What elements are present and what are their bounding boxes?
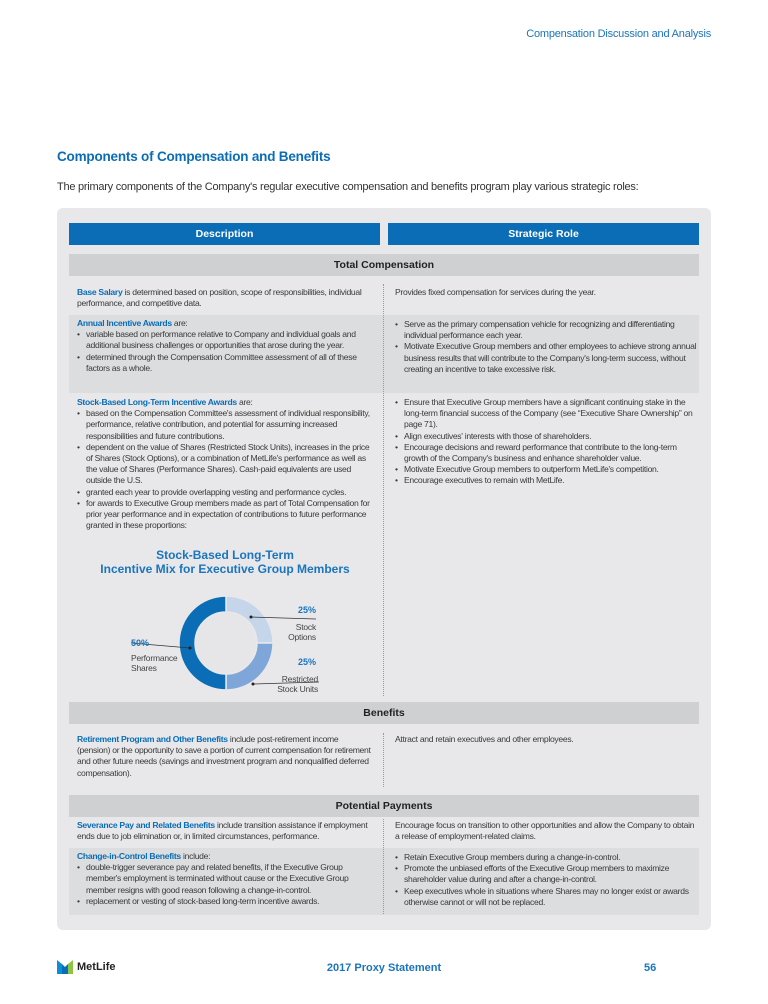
label-performance-shares: [131, 638, 149, 648]
bullet: • dependent on the value of Shares (Restricted Stock Units), increases in the price of Shares (Stock Options), or a combination of MetLife's performance as well as the value of Shares (Performance Shares). Cash-paid equivalents are used outside the U.S.: [77, 442, 377, 487]
row-lead: Base Salary: [77, 287, 123, 297]
legend-text: Shares: [131, 663, 157, 673]
role-text: Attract and retain executives and other employees.: [395, 734, 574, 744]
row-change-in-control: [69, 848, 699, 915]
chart-title-line: Stock-Based Long-Term: [156, 548, 294, 562]
bullet: • Keep executives whole in situations where Shares may no longer exist or awards otherwise cannot or will not be replaced.: [395, 886, 697, 908]
donut-hole: [196, 613, 256, 673]
row-text: are:: [236, 397, 253, 407]
legend-performance-shares: [131, 653, 177, 673]
footer-title: 2017 Proxy Statement: [326, 962, 442, 974]
row-text: include:: [180, 851, 211, 861]
chart-title: [69, 548, 381, 576]
row-base-salary: [69, 282, 699, 315]
role-text: Encourage focus on transition to other opportunities and allow the Company to obtain a release of employment-related claims.: [395, 820, 695, 842]
bullet: • replacement or vesting of stock-based long-term incentive awards.: [77, 896, 377, 907]
column-divider: [383, 733, 384, 787]
bullet: • determined through the Compensation Committee assessment of all of these factors as a whole.: [77, 352, 377, 374]
column-divider: [383, 819, 384, 914]
row-text: include transition assistance if employment ends due to job elimination or, in limited circumstances, performance.: [77, 820, 368, 842]
row-lead: Stock-Based Long-Term Incentive Awards: [77, 397, 237, 407]
row-lead: Severance Pay and Related Benefits: [77, 820, 215, 830]
row-text: include post-retirement income (pension) or the opportunity to save a portion of current compensation for retirement and other future needs (savings and investment program and nonqualified deferred compensation).: [77, 734, 371, 778]
bullet: • double-trigger severance pay and related benefits, if the Executive Group member's employment is terminated without cause or the Executive Group member resigns with good reason following a change-in-control.: [77, 862, 377, 896]
section-benefits: Benefits: [69, 702, 699, 724]
chart-title-line: Incentive Mix for Executive Group Members: [100, 562, 350, 576]
incentive-mix-donut-chart: [69, 585, 381, 700]
bullet: • granted each year to provide overlapping vesting and performance cycles.: [77, 487, 377, 498]
legend-text: Performance: [131, 653, 178, 663]
row-retirement: [69, 730, 699, 790]
row-severance: [69, 817, 699, 848]
bullet: • variable based on performance relative to Company and individual goals and additional business challenges or opportunities that arose during the year.: [77, 329, 377, 351]
legend-text: Stock: [295, 622, 316, 632]
running-header: Compensation Discussion and Analysis: [526, 28, 711, 40]
label-rsu: [298, 657, 316, 667]
bullet: • Encourage decisions and reward performance that contribute to the long-term growth of the Company's business and enhance shareholder value.: [395, 442, 697, 464]
legend-rsu: [258, 674, 318, 694]
bullet: • Encourage executives to remain with MetLife.: [395, 475, 697, 486]
bullet: • Align executives' interests with those of shareholders.: [395, 431, 697, 442]
row-lead: Retirement Program and Other Benefits: [77, 734, 228, 744]
bullet: • Motivate Executive Group members and other employees to achieve strong annual business results that will contribute to the Company's long-term success, without creating an incentive to take excessive risk.: [395, 341, 697, 375]
legend-text: Options: [288, 632, 316, 642]
legend-text: Restricted: [281, 674, 318, 684]
header-description: Description: [69, 223, 380, 245]
row-text: is determined based on position, scope of responsibilities, individual performance, and competitive data.: [77, 287, 362, 309]
bullet: • Serve as the primary compensation vehicle for recognizing and differentiating individual performance each year.: [395, 319, 697, 341]
leader-dot: [189, 647, 192, 650]
section-potential-payments: Potential Payments: [69, 795, 699, 817]
intro-text: The primary components of the Company's regular executive compensation and benefits program play various strategic roles:: [57, 181, 639, 193]
bullet: • Motivate Executive Group members to outperform MetLife's competition.: [395, 464, 697, 475]
data-label: 25%: [298, 657, 317, 667]
logo-text: MetLife: [77, 961, 116, 973]
bullet: • Ensure that Executive Group members have a significant continuing stake in the long-term financial success of the Company (see “Executive Share Ownership” on page 71).: [395, 397, 697, 431]
legend-text: Stock Units: [277, 684, 318, 694]
row-lead: Change-in-Control Benefits: [77, 851, 181, 861]
data-label: 25%: [297, 605, 316, 615]
page-number: 56: [644, 962, 657, 974]
page-title: Components of Compensation and Benefits: [57, 149, 331, 164]
row-lead: Annual Incentive Awards: [77, 318, 172, 328]
bullet: • for awards to Executive Group members made as part of Total Compensation for prior year performance and in expectation of contributions to future performance granted in these proportions:: [77, 498, 377, 532]
label-stock-options: [296, 605, 316, 615]
data-label: 50%: [131, 638, 150, 648]
role-text: Provides fixed compensation for services during the year.: [395, 287, 596, 297]
header-strategic-role: Strategic Role: [388, 223, 699, 245]
row-text: are:: [171, 318, 188, 328]
bullet: • Retain Executive Group members during a change-in-control.: [395, 852, 697, 863]
bullet: • Promote the unbiased efforts of the Executive Group members to maximize shareholder value during and after a change-in-control.: [395, 863, 697, 885]
bullet: • based on the Compensation Committee's assessment of individual responsibility, performance, relative contribution, and potential for assuming increased responsibilities and future contributions.: [77, 408, 377, 442]
leader-dot: [252, 683, 255, 686]
column-divider: [383, 284, 384, 696]
leader-dot: [250, 616, 253, 619]
legend-stock-options: [266, 622, 316, 642]
row-annual-incentive: [69, 315, 699, 393]
section-total-compensation: Total Compensation: [69, 254, 699, 276]
